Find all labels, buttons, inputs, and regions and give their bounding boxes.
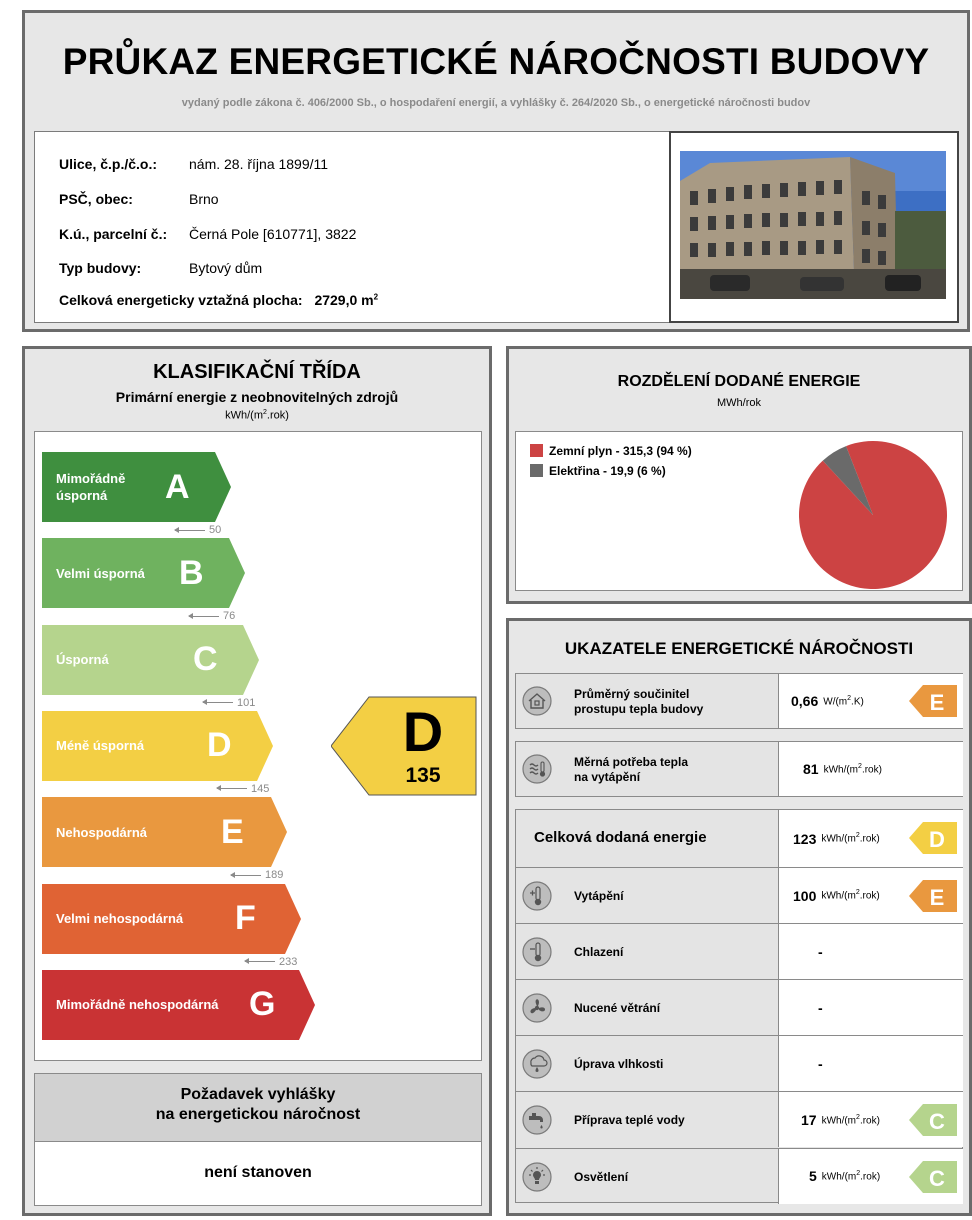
energy-split-chart <box>515 431 963 591</box>
threshold-value: 101 <box>237 696 256 709</box>
class-band-label: Velmi úsporná <box>56 565 145 581</box>
u-value-label: Průměrný součinitel prostupu tepla budovy <box>574 687 704 716</box>
indicator-label: Chlazení <box>574 945 624 960</box>
indicator-class-badge <box>909 880 957 912</box>
class-band-a <box>42 452 231 522</box>
indicator-label: Úprava vlhkosti <box>574 1057 664 1072</box>
class-band-c <box>42 625 259 695</box>
indicator-row <box>516 923 962 979</box>
heat-demand-box <box>515 741 963 797</box>
result-class-letter: D <box>402 700 444 763</box>
svg-text:C: C <box>929 1109 945 1135</box>
class-band-letter: D <box>207 726 232 765</box>
svg-text:D: D <box>929 827 945 852</box>
class-band-letter: B <box>179 553 204 592</box>
threshold-value: 145 <box>251 782 270 795</box>
heat-waves-icon <box>522 754 552 784</box>
class-band-g <box>42 970 315 1040</box>
class-band-label: Úsporná <box>56 652 109 668</box>
humidity-icon <box>522 1049 552 1079</box>
indicator-label: Příprava teplé vody <box>574 1113 685 1128</box>
total-delivered-label: Celková dodaná energie <box>534 829 707 846</box>
legend-gas: Zemní plyn - 315,3 (94 %) <box>530 444 692 458</box>
threshold-value: 50 <box>209 524 222 536</box>
heat-demand-cell <box>778 742 963 796</box>
requirement-title-line1: Požadavek vyhlášky <box>180 1086 336 1103</box>
heat-demand-label: Měrná potřeba tepla na vytápění <box>574 755 689 784</box>
indicator-row <box>516 867 962 923</box>
class-band-label: Méně úsporná <box>56 738 145 754</box>
indicator-value: - <box>818 943 823 960</box>
classification-unit: kWh/$(m^2.rok)$ <box>225 409 289 422</box>
indicator-value: 5 kWh/$(m^2.rok)$ <box>809 1168 881 1185</box>
ku-label: K.ú., parcelní č.: <box>59 226 168 242</box>
indicators-title: UKAZATELE ENERGETICKÉ NÁROČNOSTI <box>564 639 914 658</box>
indicator-row <box>516 1091 962 1147</box>
building-info <box>34 131 670 323</box>
street-label: Ulice, č.p./č.o.: <box>59 156 158 172</box>
indicator-value-cell <box>778 980 963 1035</box>
threshold-arrow-icon <box>189 616 219 617</box>
class-band-label: Mimořádně nehospodárná <box>56 997 219 1013</box>
class-threshold <box>231 869 283 881</box>
u-value: 0,66 $W/(m^2.K)$ <box>791 693 864 709</box>
legend-electricity-swatch <box>530 464 543 477</box>
class-band-b <box>42 538 245 608</box>
class-band-letter: A <box>165 467 190 506</box>
energy-scale <box>34 431 482 1061</box>
threshold-value: 76 <box>223 610 236 623</box>
indicator-value-cell <box>778 1092 963 1147</box>
total-delivered-row <box>516 810 962 867</box>
result-class-marker <box>331 696 477 796</box>
thermometer-plus-icon <box>522 881 552 911</box>
svg-text:C: C <box>929 1165 945 1191</box>
building-photo <box>680 151 946 299</box>
total-delivered-cell <box>778 810 963 867</box>
indicator-label: Osvětlení <box>574 1169 629 1184</box>
class-band-label: Nehospodárná <box>56 824 148 840</box>
result-class-value: 135 <box>405 764 441 787</box>
class-band-letter: E <box>221 812 244 851</box>
indicator-value-cell <box>778 1036 963 1091</box>
type-label: Typ budovy: <box>59 260 142 276</box>
page-title: PRŮKAZ ENERGETICKÉ NÁROČNOSTI BUDOVY <box>62 41 930 82</box>
energy-split-title: ROZDĚLENÍ DODANÉ ENERGIE <box>617 373 861 390</box>
indicator-row <box>516 1148 962 1204</box>
area-row <box>59 292 378 308</box>
indicator-value: 17 kWh/$(m^2.rok)$ <box>801 1111 880 1128</box>
class-band-label: Velmi nehospodárná <box>56 911 184 926</box>
indicator-row <box>516 1035 962 1091</box>
energy-split-unit: MWh/rok <box>717 397 761 409</box>
requirement-value: není stanoven <box>204 1164 312 1181</box>
u-value-cell <box>778 674 963 728</box>
area-unit: $m^2$ <box>361 292 379 308</box>
indicator-row <box>516 979 962 1035</box>
class-threshold <box>175 524 221 536</box>
requirement-value-box <box>34 1141 482 1206</box>
threshold-arrow-icon <box>231 875 261 876</box>
energy-split-panel <box>506 346 972 604</box>
indicator-value-cell <box>778 924 963 979</box>
classification-subtitle: Primární energie z neobnovitelných zdrojů <box>115 389 399 405</box>
class-band-label: Mimořádně úsporná <box>56 471 126 503</box>
class-band-f <box>42 884 301 954</box>
fan-icon <box>522 993 552 1023</box>
threshold-arrow-icon <box>217 788 247 789</box>
heat-demand-value: 81 kWh/$(m^2.rok)$ <box>803 761 882 777</box>
page-subtitle: vydaný podle zákona č. 406/2000 Sb., o hospodaření energií, a vyhlášky č. 264/2020 Sb., o energetické náročnosti budov <box>181 97 811 109</box>
threshold-arrow-icon <box>245 961 275 962</box>
threshold-value: 189 <box>265 869 284 882</box>
legend-electricity: Elektřina - 19,9 (6 %) <box>530 464 666 478</box>
class-threshold <box>189 610 235 622</box>
indicator-label: Vytápění <box>574 889 624 903</box>
u-value-box <box>515 673 963 729</box>
class-threshold <box>245 956 297 968</box>
threshold-arrow-icon <box>175 530 205 531</box>
class-band-letter: G <box>249 985 276 1024</box>
indicators-panel <box>506 618 972 1216</box>
u-value-class-badge <box>909 685 957 717</box>
building-photo-frame <box>669 131 959 323</box>
thermometer-minus-icon <box>522 937 552 967</box>
psc-label: PSČ, obec: <box>59 191 133 207</box>
indicator-class-badge <box>909 1104 957 1136</box>
house-icon <box>522 686 552 716</box>
total-delivered-value: 123 kWh/$(m^2.rok)$ <box>793 830 880 847</box>
delivered-energy-box <box>515 809 963 1203</box>
energy-pie-chart <box>798 440 948 590</box>
class-band-letter: F <box>235 899 256 937</box>
classification-panel <box>22 346 492 1216</box>
requirement-title-line2: na energetickou náročnost <box>155 1106 361 1123</box>
indicator-value-cell <box>778 1149 963 1204</box>
faucet-icon <box>522 1105 552 1135</box>
requirement-title-box <box>34 1073 482 1141</box>
lightbulb-icon <box>522 1162 552 1192</box>
indicator-value-cell <box>778 868 963 923</box>
threshold-value: 233 <box>279 955 298 968</box>
legend-gas-swatch <box>530 444 543 457</box>
total-delivered-class-badge <box>909 822 957 854</box>
area-value: 2729,0 <box>314 292 358 308</box>
indicator-label: Nucené větrání <box>574 1001 661 1016</box>
indicator-value: 100 kWh/$(m^2.rok)$ <box>793 887 880 904</box>
indicator-value: - <box>818 1055 823 1072</box>
svg-text:E: E <box>929 690 945 715</box>
ku-value: Černá Pole [610771], 3822 <box>189 226 357 242</box>
class-band-e <box>42 797 287 867</box>
indicator-value: - <box>818 999 823 1016</box>
class-threshold <box>203 697 255 709</box>
area-label: Celková energeticky vztažná plocha: <box>59 292 303 308</box>
threshold-arrow-icon <box>203 702 233 703</box>
class-threshold <box>217 783 269 795</box>
type-value: Bytový dům <box>189 260 263 276</box>
class-band-d <box>42 711 273 781</box>
classification-title: KLASIFIKAČNÍ TŘÍDA <box>153 361 361 383</box>
psc-value: Brno <box>189 191 219 207</box>
street-value: nám. 28. října 1899/11 <box>189 156 329 172</box>
class-band-letter: C <box>193 640 218 679</box>
indicator-class-badge <box>909 1161 957 1193</box>
certificate-header <box>22 10 970 332</box>
svg-text:E: E <box>929 885 945 910</box>
